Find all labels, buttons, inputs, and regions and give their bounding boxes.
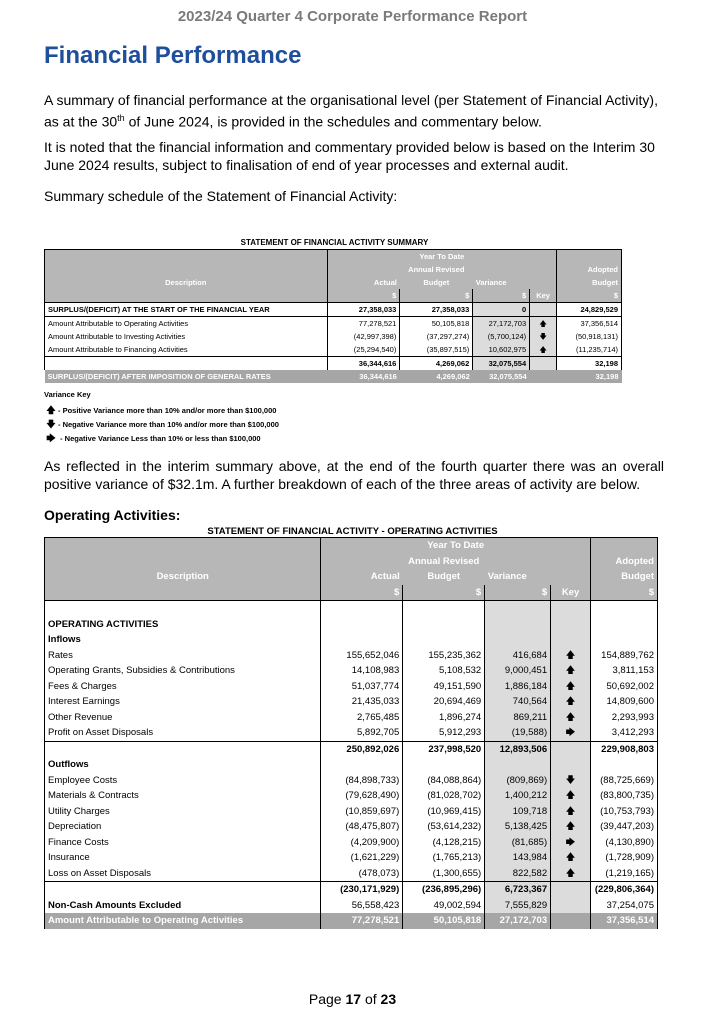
table-row	[45, 725, 658, 741]
adopted-value: (1,728,909)	[590, 850, 657, 866]
budget-value: 4,269,062	[400, 357, 473, 371]
row-description	[45, 882, 321, 898]
up-arrow-icon: 🡅	[565, 821, 576, 832]
table-row	[45, 317, 622, 331]
adopted-value: (10,753,793)	[590, 804, 657, 820]
page-title: Financial Performance	[44, 42, 302, 69]
budget-value: 20,694,469	[403, 694, 485, 710]
variance-value: 1,886,184	[485, 679, 551, 695]
variance-value: 32,075,554	[473, 357, 530, 371]
actual-value: 77,278,521	[327, 317, 400, 331]
table-row	[45, 648, 658, 664]
budget-value: (81,028,702)	[403, 788, 485, 804]
adopted-value: 229,908,803	[590, 741, 657, 757]
operating-table: Year To Date Annual Revised Adopted Description Actual Budget Variance Budget $ $ $ Key $ OPERATING ACTIVITIES Inflows Rates 155,652,046 155,235,362 416,684 🡅 154,889,762 Operating Grants, Subsidies & Contributions 14,108,983 5,108,532 9,000,451 🡅 3,811,153 Fees & Charges 51,037,774 49,151,590 1,886,184 🡅 50,692,002 Interest Earnings 21,435,033 20,694,469 740,564 🡅 14,809,600 Other Revenue 2,765,485 1,896,274 869,211 🡅 2,293,993 Profit on Asset Disposals 5,892,705 5,912,293 (19,588) 🡆 3,412,293 250,892,026 237,998,520 12,893,506 229,908,803 Outflows Employee Costs (84,898,733) (84,088,864) (809,869) 🡇 (88,725,669) Materials & Contracts (79,628,490) (81,028,702) 1,400,212 🡅 (83,800,735) Utility Charges (10,859,697) (10,969,415) 109,718 🡅 (10,753,793) Depreciation (48,475,807) (53,614,232) 5,138,425 🡅 (39,447,203) Finance Costs (4,209,900) (4,128,215) (81,685) 🡆 (4,130,890) Insurance (1,621,229) (1,765,213) 143,984 🡅 (1,728,909) Loss on Asset Disposals (478,073) (1,300,655) 822,582 🡅 (1,219,165) (230,171,929) (236,895,296) 6,723,367 (229,806,364) Non-Cash Amounts Excluded 56,558,423 49,002,594 7,555,829 37,254,075 Amount Attributable to Operating Activities 77,278,521 50,105,818 27,172,703 37,356,514	[44, 537, 658, 929]
inflows-total-row	[45, 741, 658, 757]
variance-key-cell	[551, 694, 591, 710]
variance-value: 27,172,703	[485, 913, 551, 929]
row-description	[45, 357, 328, 371]
variance-key-cell	[551, 773, 591, 789]
table-row	[45, 835, 658, 851]
table-row	[45, 663, 658, 679]
spacer-row	[45, 601, 658, 617]
row-description: Other Revenue	[45, 710, 321, 726]
adopted-value: 14,809,600	[590, 694, 657, 710]
up-arrow-icon: 🡅	[565, 711, 576, 723]
adopted-value: 37,356,514	[557, 317, 622, 331]
variance-key-cell	[551, 804, 591, 820]
variance-key-cell	[551, 741, 591, 757]
budget-value: (10,969,415)	[403, 804, 485, 820]
variance-value: 822,582	[485, 866, 551, 882]
row-description: Profit on Asset Disposals	[45, 725, 321, 741]
outflows-total-row	[45, 882, 658, 898]
right-arrow-icon: 🡆	[565, 727, 576, 738]
up-arrow-icon: 🡅	[565, 680, 576, 692]
row-description: Operating Grants, Subsidies & Contributions	[45, 663, 321, 679]
budget-value: 237,998,520	[403, 741, 485, 757]
adopted-value: 37,254,075	[590, 898, 657, 914]
adopted-value: 3,811,153	[590, 663, 657, 679]
right-arrow-icon: 🡆	[565, 836, 576, 848]
variance-key-cell	[530, 330, 557, 343]
actual-value: 21,435,033	[321, 694, 403, 710]
variance-key-cell	[551, 710, 591, 726]
description-header: Description	[45, 276, 328, 289]
summary-total-row: SURPLUS/(DEFICIT) AFTER IMPOSITION OF GENERAL RATES 36,344,616 4,269,062 32,075,554 32,198	[45, 370, 622, 383]
actual-value: 14,108,983	[321, 663, 403, 679]
inflows-row	[45, 632, 658, 648]
budget-value: (1,300,655)	[403, 866, 485, 882]
table-row	[45, 819, 658, 835]
row-description: Materials & Contracts	[45, 788, 321, 804]
budget-value: (1,765,213)	[403, 850, 485, 866]
adopted-value: 50,692,002	[590, 679, 657, 695]
variance-value: 143,984	[485, 850, 551, 866]
budget-value: 5,108,532	[403, 663, 485, 679]
actual-header: Actual	[327, 276, 400, 289]
row-description: Finance Costs	[45, 835, 321, 851]
adopted-value: (83,800,735)	[590, 788, 657, 804]
budget-value: 50,105,818	[403, 913, 485, 929]
variance-value: 109,718	[485, 804, 551, 820]
page-footer: Page 17 of 23	[308, 991, 397, 1007]
variance-value: (81,685)	[485, 835, 551, 851]
row-description: Depreciation	[45, 819, 321, 835]
actual-value: 56,558,423	[321, 898, 403, 914]
up-arrow-icon: 🡅	[565, 696, 576, 707]
actual-value: 27,358,033	[327, 303, 400, 317]
adopted-value: (229,806,364)	[590, 882, 657, 898]
adopted-value: (88,725,669)	[590, 773, 657, 789]
ytd-header: Year To Date	[327, 250, 557, 264]
up-arrow-icon: 🡅	[565, 852, 576, 863]
adopted-value: 37,356,514	[590, 913, 657, 929]
actual-value: 250,892,026	[321, 741, 403, 757]
variance-value: 9,000,451	[485, 663, 551, 679]
up-arrow-icon: 🡅	[565, 867, 576, 879]
variance-header: Variance	[473, 276, 557, 289]
variance-key-cell	[551, 850, 591, 866]
row-description: Amount Attributable to Investing Activities	[45, 330, 328, 343]
budget-value: (35,897,515)	[400, 343, 473, 357]
budget-value: 1,896,274	[403, 710, 485, 726]
adopted-value: 24,829,529	[557, 303, 622, 317]
row-description: SURPLUS/(DEFICIT) AT THE START OF THE FINANCIAL YEAR	[45, 303, 328, 317]
table-row	[45, 804, 658, 820]
report-header: 2023/24 Quarter 4 Corporate Performance Report	[177, 8, 528, 25]
row-description: Amount Attributable to Operating Activities	[45, 317, 328, 331]
row-description: Interest Earnings	[45, 694, 321, 710]
variance-key-item: 🡇 - Negative Variance more than 10% and/or more than $100,000	[44, 417, 279, 433]
budget-value: 49,002,594	[403, 898, 485, 914]
actual-value: 51,037,774	[321, 679, 403, 695]
row-description: Rates	[45, 648, 321, 664]
variance-value: 27,172,703	[473, 317, 530, 331]
down-arrow-icon: 🡇	[565, 774, 576, 786]
row-description: Non-Cash Amounts Excluded	[45, 898, 321, 914]
table-row	[45, 357, 622, 371]
actual-value: (79,628,490)	[321, 788, 403, 804]
outflows-row-label: Outflows	[45, 757, 321, 773]
variance-key-item: 🡅 - Positive Variance more than 10% and/or more than $100,000	[44, 403, 276, 419]
variance-value: 12,893,506	[485, 741, 551, 757]
summary-caption: STATEMENT OF FINANCIAL ACTIVITY SUMMARY	[240, 238, 429, 247]
inflows-row-label: Inflows	[45, 632, 321, 648]
row-description: Employee Costs	[45, 773, 321, 789]
schedule-intro: Summary schedule of the Statement of Financial Activity:	[44, 188, 398, 204]
actual-header: Actual	[321, 569, 403, 585]
variance-key-cell	[530, 317, 557, 331]
budget-value: (4,128,215)	[403, 835, 485, 851]
variance-value: 6,723,367	[485, 882, 551, 898]
budget-value: (53,614,232)	[403, 819, 485, 835]
up-arrow-icon: 🡅	[565, 790, 576, 801]
actual-value: (1,621,229)	[321, 850, 403, 866]
budget-value: 50,105,818	[400, 317, 473, 331]
actual-value: 77,278,521	[321, 913, 403, 929]
variance-key-cell	[551, 913, 591, 929]
up-arrow-icon: 🡅	[539, 319, 547, 328]
table-row	[45, 850, 658, 866]
variance-value: (5,700,124)	[473, 330, 530, 343]
actual-value: (4,209,900)	[321, 835, 403, 851]
variance-key-cell	[551, 663, 591, 679]
actual-value: 155,652,046	[321, 648, 403, 664]
table-row	[45, 694, 658, 710]
actual-value: (230,171,929)	[321, 882, 403, 898]
table-row	[45, 343, 622, 357]
actual-value: (25,294,540)	[327, 343, 400, 357]
intro-paragraph: A summary of financial performance at the organisational level (per Statement of Financial Activity), as at the 30th of June 2024, is provided in the schedules and commentary below.	[44, 92, 658, 130]
adopted-value: 154,889,762	[590, 648, 657, 664]
variance-key-cell	[530, 343, 557, 357]
table-row	[45, 866, 658, 882]
budget-value: 49,151,590	[403, 679, 485, 695]
adopted-value: (11,235,714)	[557, 343, 622, 357]
up-arrow-icon: 🡅	[565, 649, 576, 661]
variance-key-cell	[551, 898, 591, 914]
down-arrow-icon: 🡇	[46, 419, 56, 429]
row-description	[45, 741, 321, 757]
adopted-value: 2,293,993	[590, 710, 657, 726]
variance-key-cell	[551, 866, 591, 882]
row-description: Utility Charges	[45, 804, 321, 820]
up-arrow-icon: 🡅	[565, 665, 576, 676]
variance-key-item: 🡆 - Negative Variance Less than 10% or less than $100,000	[44, 431, 261, 447]
up-arrow-icon: 🡅	[46, 405, 56, 415]
actual-value: (42,997,398)	[327, 330, 400, 343]
variance-key-cell	[530, 357, 557, 371]
variance-key-cell	[551, 648, 591, 664]
table-row	[45, 303, 622, 317]
variance-header: Variance	[485, 569, 591, 585]
section-title-row-label: OPERATING ACTIVITIES	[45, 617, 321, 633]
budget-value: 5,912,293	[403, 725, 485, 741]
adopted-value: (1,219,165)	[590, 866, 657, 882]
budget-value: (84,088,864)	[403, 773, 485, 789]
adopted-value: 3,412,293	[590, 725, 657, 741]
operating-total-row	[45, 913, 658, 929]
variance-value: 0	[473, 303, 530, 317]
table-row	[45, 330, 622, 343]
budget-value: (37,297,274)	[400, 330, 473, 343]
variance-key-cell	[551, 725, 591, 741]
up-arrow-icon: 🡅	[565, 805, 576, 817]
budget-value: 155,235,362	[403, 648, 485, 664]
variance-key-cell	[551, 882, 591, 898]
actual-value: (48,475,807)	[321, 819, 403, 835]
variance-value: (809,869)	[485, 773, 551, 789]
outflows-row	[45, 757, 658, 773]
variance-value: 869,211	[485, 710, 551, 726]
adopted-value: 32,198	[557, 357, 622, 371]
variance-value: 740,564	[485, 694, 551, 710]
actual-value: (10,859,697)	[321, 804, 403, 820]
row-description: Amount Attributable to Operating Activities	[45, 913, 321, 929]
variance-key-cell	[551, 679, 591, 695]
variance-key-cell	[551, 835, 591, 851]
actual-value: (478,073)	[321, 866, 403, 882]
adopted-value: (4,130,890)	[590, 835, 657, 851]
variance-value: 5,138,425	[485, 819, 551, 835]
ytd-header: Year To Date	[321, 538, 591, 554]
row-description: Amount Attributable to Financing Activities	[45, 343, 328, 357]
actual-value: (84,898,733)	[321, 773, 403, 789]
variance-value: 1,400,212	[485, 788, 551, 804]
summary-table: Year To Date Annual Revised Adopted Description Actual Budget Variance Budget $ $ $ Key $ SURPLUS/(DEFICIT) AT THE START OF THE FINANCIAL YEAR 27,358,033 27,358,033 0 24,829,529 Amount Attributable to Operating Activities 77,278,521 50,105,818 27,172,703 🡅 37,356,514 Amount Attributable to Investing Activities (42,997,398) (37,297,274) (5,700,124) 🡇 (50,918,131) Amount Attributable to Financing Activities (25,294,540) (35,897,515) 10,602,975 🡅 (11,235,714) 36,344,616 4,269,062 32,075,554 32,198 SURPLUS/(DEFICIT) AFTER IMPOSITION OF GENERAL RATES 36,344,616 4,269,062 32,075,554 32,198	[44, 249, 622, 383]
adopted-value: (39,447,203)	[590, 819, 657, 835]
section-title-row	[45, 617, 658, 633]
interim-paragraph: As reflected in the interim summary above, at the end of the fourth quarter there was an overall positive variance of $32.1m. A further breakdown of each of the three areas of activity are below.	[44, 458, 664, 492]
row-description: Insurance	[45, 850, 321, 866]
operating-heading: Operating Activities:	[44, 507, 181, 523]
actual-value: 2,765,485	[321, 710, 403, 726]
table-row	[45, 710, 658, 726]
description-header: Description	[45, 569, 321, 585]
actual-value: 36,344,616	[327, 357, 400, 371]
actual-value: 5,892,705	[321, 725, 403, 741]
variance-value: 10,602,975	[473, 343, 530, 357]
table-row	[45, 788, 658, 804]
operating-caption: STATEMENT OF FINANCIAL ACTIVITY - OPERATING ACTIVITIES	[207, 526, 498, 537]
variance-key-cell	[551, 819, 591, 835]
variance-value: 7,555,829	[485, 898, 551, 914]
row-description: Loss on Asset Disposals	[45, 866, 321, 882]
variance-value: 416,684	[485, 648, 551, 664]
note-paragraph: It is noted that the financial information and commentary provided below is based on the Interim 30 June 2024 results, subject to finalisation of end of year processes and external audit.	[44, 139, 655, 173]
adopted-value: (50,918,131)	[557, 330, 622, 343]
right-arrow-icon: 🡆	[46, 433, 56, 443]
down-arrow-icon: 🡇	[539, 332, 547, 341]
up-arrow-icon: 🡅	[539, 345, 547, 354]
variance-key-cell	[551, 788, 591, 804]
variance-value: (19,588)	[485, 725, 551, 741]
variance-key-cell	[530, 303, 557, 317]
noncash-row	[45, 898, 658, 914]
variance-key-title: Variance Key	[44, 390, 91, 399]
budget-value: (236,895,296)	[403, 882, 485, 898]
table-row	[45, 773, 658, 789]
table-row	[45, 679, 658, 695]
row-description: Fees & Charges	[45, 679, 321, 695]
budget-value: 27,358,033	[400, 303, 473, 317]
